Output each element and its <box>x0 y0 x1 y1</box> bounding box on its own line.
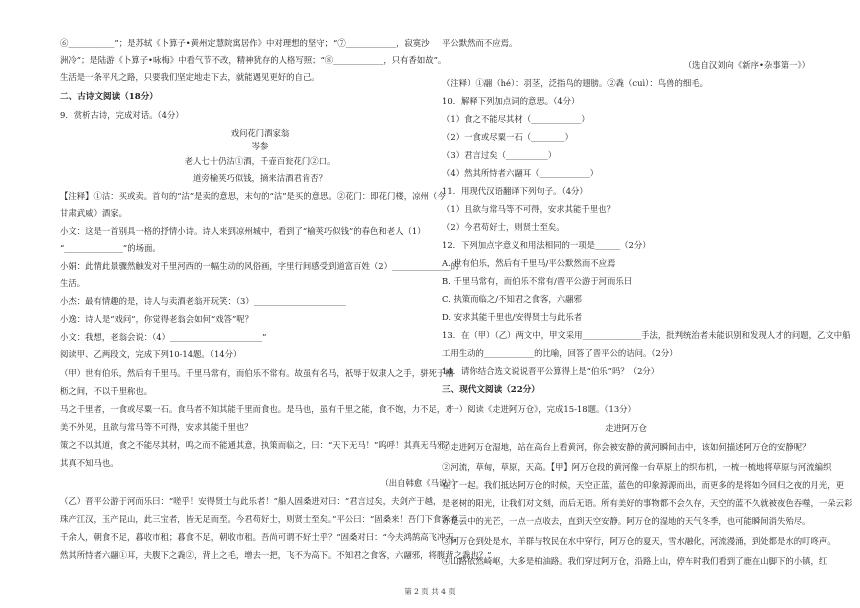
left-text-line: 马之千里者，一食或尽粟一石。食马者不知其能千里而食也。是马也，虽有千里之能，食不饱，力不足，才 <box>60 404 454 414</box>
right-text-line: 在了一起。我们抵达阿万仓的时候，天空正蓝，蓝色的印象源源而出，而更多的是将如今回归之夜的月光，更 <box>442 480 844 490</box>
left-text-line: 千余人，朝食不足，暮收市租；暮食不足，朝收市租。吾尚可谓不好士乎？”固桑对曰：“今夫鸿鹄高飞冲天， <box>60 532 463 542</box>
left-text-line: ⑥___________”；是苏轼《卜算子•黄州定慧院寓居作》中对理想的坚守；“⑦____________，寂寞沙 <box>60 38 430 48</box>
left-text-line: 其真不知马也。 <box>60 458 119 468</box>
left-text-line: 岑参 <box>251 141 269 151</box>
right-text-line: C. 执策而临之/不知君之食客，六翮邪 <box>442 294 582 304</box>
left-text-line: 小文：我想，老翁会说：（4）______________________” <box>60 332 267 342</box>
page-footer: 第 2 页 共 4 页 <box>404 587 456 596</box>
left-text-line: 阅读甲、乙两段文，完成下列10-14题。（14分） <box>60 349 242 359</box>
right-text-line: （4）然其所恃者六翮耳（____________） <box>442 168 599 178</box>
right-text-line: （1）食之不能尽其材（____________） <box>442 114 590 124</box>
left-text-line: 小杰：最有情趣的是，诗人与卖酒老翁开玩笑：（3）______________________ <box>60 296 346 306</box>
right-text-line: （2）今君苟好士，则贤士至矣。 <box>442 222 565 232</box>
right-text-line: 10．解释下列加点词的意思。（4分） <box>442 96 580 106</box>
left-text-line: 生活。 <box>60 278 86 288</box>
left-text-line: 9．赏析古诗，完成对话。（4分） <box>60 110 184 120</box>
right-text-line: （选自汉刘向《新序•杂事第一》） <box>683 60 810 70</box>
right-text-line: 平公默然而不应焉。 <box>442 38 518 48</box>
left-text-line: （甲）世有伯乐，然后有千里马。千里马常有，而伯乐不常有。故虽有名马，祇辱于奴隶人之手，骈死于槽 <box>60 368 454 378</box>
left-text-line: 戏问花门酒家翁 <box>230 128 290 138</box>
left-text-line: 然其所恃者六翮①耳，夫腹下之毳②，背上之毛，增去一把，飞不为高下。不知君之食客，六翮邪，将腹背之毳也？” <box>60 550 492 560</box>
right-text-line: 走进阿万仓 <box>605 423 647 433</box>
left-text-line: 策之不以其道，食之不能尽其材，鸣之而不能通其意，执策而临之，曰：“天下无马！”呜呼！其真无马邪？ <box>60 440 454 450</box>
left-text-line: 甘肃武威）酒家。 <box>60 208 127 218</box>
left-text-line: （出自韩愈《马说》） <box>380 478 460 488</box>
right-text-line: 11．用现代汉语翻译下列句子。（4分） <box>442 186 588 196</box>
left-text-line: 珠产江汉，玉产昆山，此三宝者，皆无足而至。今君苟好士，则贤士至矣。”平公曰：“固桑来！吾门下食客者三 <box>60 514 467 524</box>
right-text-line: （2）一食或尽粟一石（________） <box>442 132 573 142</box>
left-text-line: 【注释】①沽：买或卖。首句的“沽”是卖的意思，末句的“沽”是买的意思。②花门：即花门楼，凉州（今 <box>60 191 446 201</box>
right-text-line: 是老树的阳光，让我们对文刻，而后无语。所有美好的事物都不会久存，天空的蓝不久就被夜色吞噬，一朵云彩 <box>442 498 853 508</box>
right-text-line: （3）君言过矣（__________） <box>442 150 557 160</box>
right-text-line: 三、现代文阅读（22分） <box>442 385 540 395</box>
right-text-line: （注释）①翮（hé）：羽茎，泛指鸟的翅膀。②毳（cuì）：鸟兽的细毛。 <box>442 78 708 88</box>
left-text-line: 洲冷”；是陆游《卜算子•咏梅》中看气节不改，精神犹存的人格写照；“⑧____________，只有香如故”。 <box>60 55 447 65</box>
right-text-line: ①走进阿万仓湿地，站在高台上看黄河，你会被安静的黄河瞬间击中，该如何描述阿万仓的安静呢？ <box>442 442 811 452</box>
left-text-line: 生活是一条平凡之路，只要我们坚定地走下去，就能遇见更好的自己。 <box>60 72 320 82</box>
right-text-line: （一）阅读《走进阿万仓》，完成15-18题。（13分） <box>442 404 636 414</box>
right-text-line: 13．在（甲）（乙）两文中，甲文采用______________手法，批判统治者未能识别和发现人才的问题，乙文中船 <box>442 330 851 340</box>
left-text-line: 二、古诗文阅读（18分） <box>60 92 158 102</box>
left-text-line: 老人七十仍沽①酒，千壶百瓮花门②口。 <box>184 156 336 166</box>
right-text-line: B. 千里马常有，而伯乐不常有/晋平公游于河而乐曰 <box>442 276 633 286</box>
right-text-line: （1）且欲与常马等不可得，安求其能千里也？ <box>442 204 615 214</box>
left-text-line: 小文：这是一首别具一格的抒情小诗。诗人来到凉州城中，看到了“榆荚巧似钱”的春色和老人（1） <box>60 226 426 236</box>
left-text-line: （乙）晋平公游于河而乐曰：“嗟乎！安得贤士与此乐者！”船人固桑进对曰：“君言过矣，夫剑产于越， <box>60 496 442 506</box>
right-text-line: ③阿万仓到处是水，羊群与牧民在水中穿行，阿万仓的夏天，雪水融化，河流漫涌，到处都是水的叮咚声。 <box>442 536 836 546</box>
right-text-line: 工用生动的____________的比喻，回答了晋平公的诘问。（2分） <box>442 348 678 358</box>
right-text-line: ④山路依然崎岖，大多是柏油路。我们穿过阿万仓，沿路上山，停车时我们看到了鹿在山脚下的小镇，红 <box>442 556 828 566</box>
left-text-line: 小娟：此情此景骤然触发对千里河西的一幅生动的风俗画，字里行间感受到道富百姓（2）______________的 <box>60 261 459 271</box>
right-text-line: A. 世有伯乐，然后有千里马/平公默然而不应焉 <box>442 258 616 268</box>
right-text-line: ②河流，草甸，草原，天高。【甲】阿万仓段的黄河像一台草原上的织布机，一梳一梳地将草原与河流编织 <box>442 462 832 472</box>
left-text-line: 道旁榆荚巧似钱，摘来沽酒君肯否？ <box>193 173 327 183</box>
right-text-line: D. 安求其能千里也/安得贤士与此乐者 <box>442 312 583 322</box>
left-text-line: “______________”的场面。 <box>60 243 161 253</box>
left-text-line: 枥之间，不以千里称也。 <box>60 386 153 396</box>
left-text-line: 小逸：诗人是“戏问”，你觉得老翁会如何“戏答”呢？ <box>60 314 253 324</box>
right-text-line: 12．下列加点字意义和用法相同的一项是______（2分） <box>442 240 651 250</box>
right-text-line: 亦是云中的光芒，一点一点收去，直到天空安静。阿万仓的湿地的天气冬季，也可能瞬间消失殆尽。 <box>442 516 811 526</box>
left-text-line: 美不外见，且欲与常马等不可得，安求其能千里也？ <box>60 422 253 432</box>
right-text-line: 14．请你结合选文说说晋平公算得上是“伯乐”吗？（2分） <box>442 366 660 376</box>
